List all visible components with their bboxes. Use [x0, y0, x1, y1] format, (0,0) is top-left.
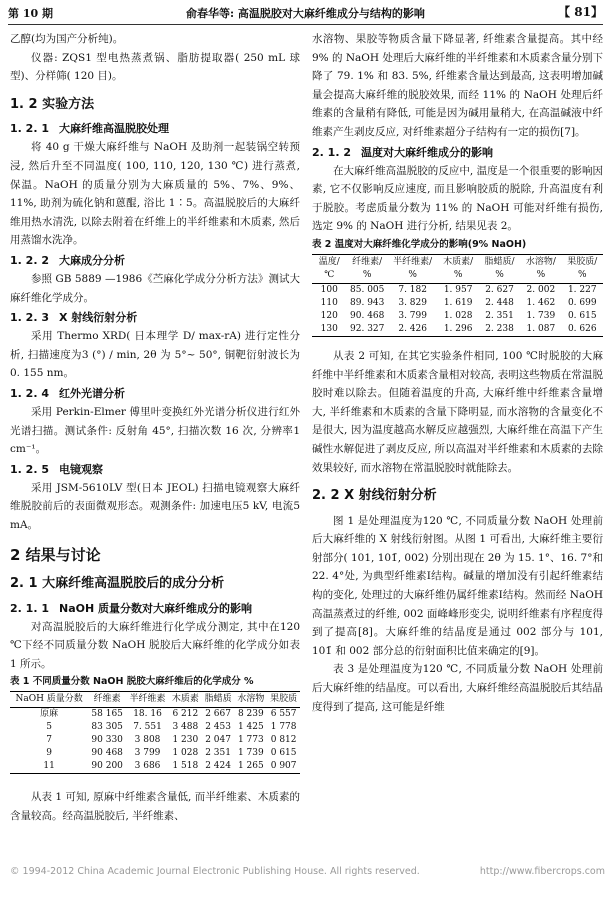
table-2-cell: 130 — [312, 323, 347, 337]
page-number: 【 81】 — [558, 5, 603, 19]
running-header — [8, 2, 603, 24]
table-2-column-header: 水溶物/ % — [520, 254, 561, 283]
table-2-cell: 92. 327 — [347, 323, 388, 337]
table-1-cell: 1 518 — [169, 760, 202, 774]
table-2-cell: 1. 296 — [437, 323, 478, 337]
table-1-row — [10, 708, 300, 722]
table-2-row — [312, 283, 603, 297]
table-1-cell: 90 330 — [91, 735, 123, 746]
table-1-cell: 7. 551 — [133, 722, 162, 733]
table-1-cell: 9 — [46, 748, 52, 759]
section-2-1-heading: 2. 1 大麻纤维高温脱胶后的成分分析 — [10, 576, 225, 592]
section-1-2-1-heading: 1. 2. 1 大麻纤维高温脱胶处理 — [10, 122, 169, 136]
table-2-cell: 3. 829 — [398, 297, 427, 308]
table-2-cell: 90. 468 — [350, 310, 385, 321]
table-1-cell: 5 — [46, 722, 52, 733]
table-2-cell: 2. 002 — [526, 284, 556, 295]
table-1-column-header: NaOH 质量分数 — [10, 692, 88, 708]
table-2-row — [312, 323, 603, 337]
table-2-cell: 120 — [320, 310, 338, 321]
table-1-cell: 6 557 — [270, 709, 297, 720]
table-1-cell: 1 778 — [270, 722, 297, 733]
table-1-cell: 1 230 — [172, 735, 199, 746]
table-2-column-header: 半纤维素/ % — [388, 254, 438, 283]
table-1-row — [10, 760, 300, 774]
table-2-cell: 1. 028 — [443, 310, 473, 321]
section-1-2-5-heading: 1. 2. 5 电镜观察 — [10, 462, 103, 476]
issue-number: 第 10 期 — [8, 7, 53, 20]
table-2-cell: 2. 238 — [479, 323, 520, 337]
table-2-cell: 110 — [320, 297, 338, 308]
table-1-cell: 原麻 — [40, 709, 59, 720]
table-1-cell: 0 615 — [270, 748, 297, 759]
temperature-paragraph: 在大麻纤维高温脱胶的反应中, 温度是一个很重要的影响因素, 它不仅影响反应速度, 而且影响胶质的脱除, 升高温度有利于脱胶。考虑质量分数为 11% 的 NaOH 可能对纤维有损伤, 选定 9% 的 NaOH 进行分析, 结果见表 2。 — [312, 164, 603, 233]
table-1-discussion: 从表 1 可知, 原麻中纤维素含量低, 而半纤维素、木质素的含量较高。经高温脱胶后, 半纤维素、 — [10, 791, 300, 823]
table-2-cell: 0. 615 — [567, 310, 597, 321]
table-2-cell: 0. 699 — [567, 297, 597, 308]
naoh-effect-paragraph: 对高温脱胶后的大麻纤维进行化学成分测定, 其中在120 ℃下经不同质量分数 NaOH 脱胶后大麻纤维的化学成分如表 1 所示。 — [10, 620, 300, 670]
sem-paragraph: 采用 JSM-5610LV 型(日本 JEOL) 扫描电镜观察大麻纤维脱胶前后的表面微观形态。观测条件: 加速电压5 kV, 电流5 mA。 — [10, 481, 300, 531]
table-1-cell: 83 305 — [91, 722, 123, 733]
table-1-column-header: 半纤维素 — [126, 692, 169, 708]
table-1-cell: 8 239 — [237, 709, 264, 720]
table-2-cell: 2. 351 — [485, 310, 514, 321]
section-1-2-heading: 1. 2 实验方法 — [10, 96, 95, 112]
table-1-cell: 7 — [46, 735, 52, 746]
section-2-1-2-heading: 2. 1. 2 温度对大麻纤维成分的影响 — [312, 145, 493, 159]
instruments-paragraph: 仪器: ZQS1 型电热蒸煮锅、脂肪提取器( 250 mL 球型)、分样筛( 120 目)。 — [10, 51, 300, 83]
table-2-cell: 2. 627 — [485, 284, 514, 295]
table-2-cell: 7. 182 — [398, 284, 427, 295]
section-2-heading: 2 结果与讨论 — [10, 546, 101, 565]
naoh-discussion-continued: 水溶物、果胶等物质含量下降显著, 纤维素含量提高。其中经 9% 的 NaOH 处理后大麻纤维的半纤维素和木质素含量分别下降了 79. 1% 和 83. 5%, 纤维素含量达到最高, 这表明增加碱量会提高大麻纤维的脱胶效果, 而经 11% 的 NaOH 处理后纤维素的含量稍有降低, 可能是因为碱用量稍大, 在高温碱液中纤维素产生剥皮反应, 对纤维素超分子结构有一定的损伤[7]。 — [312, 33, 603, 138]
watermark-url: http://www.fibercrops.com — [479, 866, 605, 877]
table-1-cell: 1 739 — [237, 748, 264, 759]
table-1-cell: 1 425 — [237, 722, 264, 733]
table-1-cell: 0 907 — [267, 760, 300, 774]
table-2-cell: 89. 943 — [350, 297, 385, 308]
table-2-column-header: 温度/ ℃ — [312, 254, 347, 283]
table-1-row — [10, 747, 300, 760]
section-2-1-1-heading: 2. 1. 1 NaOH 质量分数对大麻纤维成分的影响 — [10, 601, 252, 615]
copyright-notice: © 1994-2012 China Academic Journal Electronic Publishing House. All rights reserved. — [10, 866, 420, 877]
table-1-cell: 1 028 — [172, 748, 199, 759]
table-1-cell: 2 351 — [205, 748, 231, 759]
table-2-row — [312, 310, 603, 323]
table-1-cell: 3 686 — [126, 760, 169, 774]
left-column — [10, 30, 300, 866]
table-2-row — [312, 297, 603, 310]
table-2-cell: 2. 426 — [388, 323, 438, 337]
table-2 — [312, 254, 603, 337]
table-1-cell: 3 488 — [172, 722, 199, 733]
table-2-cell: 1. 957 — [443, 284, 473, 295]
table-1-column-header: 脂蜡质 — [202, 692, 235, 708]
section-1-2-3-heading: 1. 2. 3 X 射线衍射分析 — [10, 311, 138, 325]
section-2-2-heading: 2. 2 X 射线衍射分析 — [312, 488, 437, 504]
table-1-column-header: 木质素 — [169, 692, 202, 708]
table-1-cell: 6 212 — [172, 709, 199, 720]
table-2-cell: 2. 448 — [485, 297, 514, 308]
table-1 — [10, 691, 300, 774]
table-2-column-header: 木质素/ % — [437, 254, 478, 283]
table-2-cell: 0. 626 — [562, 323, 603, 337]
table-1-cell: 2 047 — [205, 735, 231, 746]
table-1-cell: 1 773 — [237, 735, 264, 746]
table-1-cell: 90 468 — [91, 748, 123, 759]
table-1-cell: 18. 16 — [133, 709, 162, 720]
table-1-column-header: 纤维素 — [88, 692, 126, 708]
table-1-row — [10, 734, 300, 747]
table-1-cell: 3 799 — [134, 748, 161, 759]
xrd-discussion: 图 1 是处理温度为120 ℃, 不同质量分数 NaOH 处理前后大麻纤维的 X 射线衍射图。从图 1 可看出, 大麻纤维主要衍射部分( 101, 101̄, 002) 分别出现在 2θ 为 15. 1°、16. 7°和 22. 4°处, 为典型纤维素Ⅰ结构。碱量的增加没有引起纤维素结构的变化, 处理过的大麻纤维仍属纤维素Ⅰ结构。然而经 NaOH 高温蒸煮过的纤维, 002 面峰峰形变尖, 说明纤维素有序程度得到了提高[8]。大麻纤维的结晶度是通过 002 部分与 101, 101̄ 和 002 部分总的衍射面积比值来确定的[9]。 — [312, 514, 603, 657]
table-1-cell: 0 812 — [270, 735, 297, 746]
table-1-cell: 90 200 — [88, 760, 126, 774]
table-2-cell: 100 — [320, 284, 338, 295]
table-2-discussion: 从表 2 可知, 在其它实验条件相同, 100 ℃时脱胶的大麻纤维中半纤维素和木质素含量相对较高, 表明这些物质在常温脱胶时难以除去。但随着温度的升高, 大麻纤维中纤维素含量增大, 半纤维素和木质素的含量下降明显, 而水溶物的含量变化不是很大, 因为温度越高水解反应越强烈, 大麻纤维在高温下产生碱性水解促进了剥皮反应, 所以高温对半纤维素和木质素的去除效果较好, 而水溶物在常温脱胶时就能除去。 — [312, 349, 603, 474]
table-1-row — [10, 721, 300, 734]
table-2-cell: 1. 619 — [443, 297, 473, 308]
composition-paragraph: 参照 GB 5889 —1986《苎麻化学成分分析方法》测试大麻纤维化学成分。 — [10, 272, 300, 304]
table-1-cell: 2 424 — [202, 760, 235, 774]
crystallinity-paragraph: 表 3 是处理温度为120 ℃, 不同质量分数 NaOH 处理前后大麻纤维的结晶度。可以看出, 大麻纤维经高温脱胶后其结晶度得到了提高, 这可能是纤维 — [312, 663, 603, 713]
ir-paragraph: 采用 Perkin-Elmer 傅里叶变换红外光谱分析仪进行红外光谱扫描。测试条件: 反射角 45°, 扫描次数 16 次, 分辨率1 cm⁻¹。 — [10, 405, 300, 456]
table-1-cell: 58 165 — [91, 709, 123, 720]
table-2-caption: 表 2 温度对大麻纤维化学成分的影响(9% NaOH) — [312, 238, 527, 250]
table-2-column-header: 脂蜡质/ % — [479, 254, 520, 283]
right-column — [312, 30, 603, 866]
article-title: 俞春华等: 高温脱胶对大麻纤维成分与结构的影响 — [186, 7, 425, 20]
page-footer — [10, 866, 605, 886]
table-1-column-header: 水溶物 — [234, 692, 267, 708]
table-1-caption: 表 1 不同质量分数 NaOH 脱胶大麻纤维后的化学成分 % — [10, 676, 254, 688]
xrd-paragraph: 采用 Thermo XRD( 日本理学 D/ max-rA) 进行定性分析, 扫描速度为3 (°) / min, 2θ 为 5°~ 50°, 铜靶衍射波长为0. 155 nm。 — [10, 330, 300, 380]
table-2-column-header: 果胶质/ % — [562, 254, 603, 283]
table-2-cell: 1. 227 — [567, 284, 597, 295]
table-1-cell: 2 667 — [205, 709, 231, 720]
degumming-paragraph: 将 40 g 干燥大麻纤维与 NaOH 及助剂一起装锅空转预浸, 然后升至不同温度( 100, 110, 120, 130 ℃) 进行蒸煮, 保温。NaOH 的质量分别为大麻质量的 5%、7%、9%、11%, 助剂为硫化钠和蒽醌, 浴比 1∶5。高温脱胶后的大麻纤维用热水清洗, 以除去附着在纤维上的半纤维素和木质素, 然后用蒸馏水洗净。 — [10, 141, 300, 247]
table-1-cell: 3 808 — [134, 735, 161, 746]
table-1-cell: 1 265 — [234, 760, 267, 774]
table-1-column-header: 果胶质 — [267, 692, 300, 708]
section-1-2-2-heading: 1. 2. 2 大麻成分分析 — [10, 253, 125, 267]
table-2-cell: 85. 005 — [350, 284, 385, 295]
table-1-cell: 11 — [10, 760, 88, 774]
table-2-cell: 1. 462 — [526, 297, 556, 308]
reagents-tail: 乙醇(均为国产分析纯)。 — [10, 33, 124, 45]
table-2-cell: 1. 087 — [520, 323, 561, 337]
table-2-column-header: 纤维素/ % — [347, 254, 388, 283]
section-1-2-4-heading: 1. 2. 4 红外光谱分析 — [10, 386, 125, 400]
table-1-cell: 2 453 — [205, 722, 231, 733]
table-2-cell: 1. 739 — [526, 310, 556, 321]
table-2-cell: 3. 799 — [398, 310, 427, 321]
header-rule — [8, 24, 603, 25]
